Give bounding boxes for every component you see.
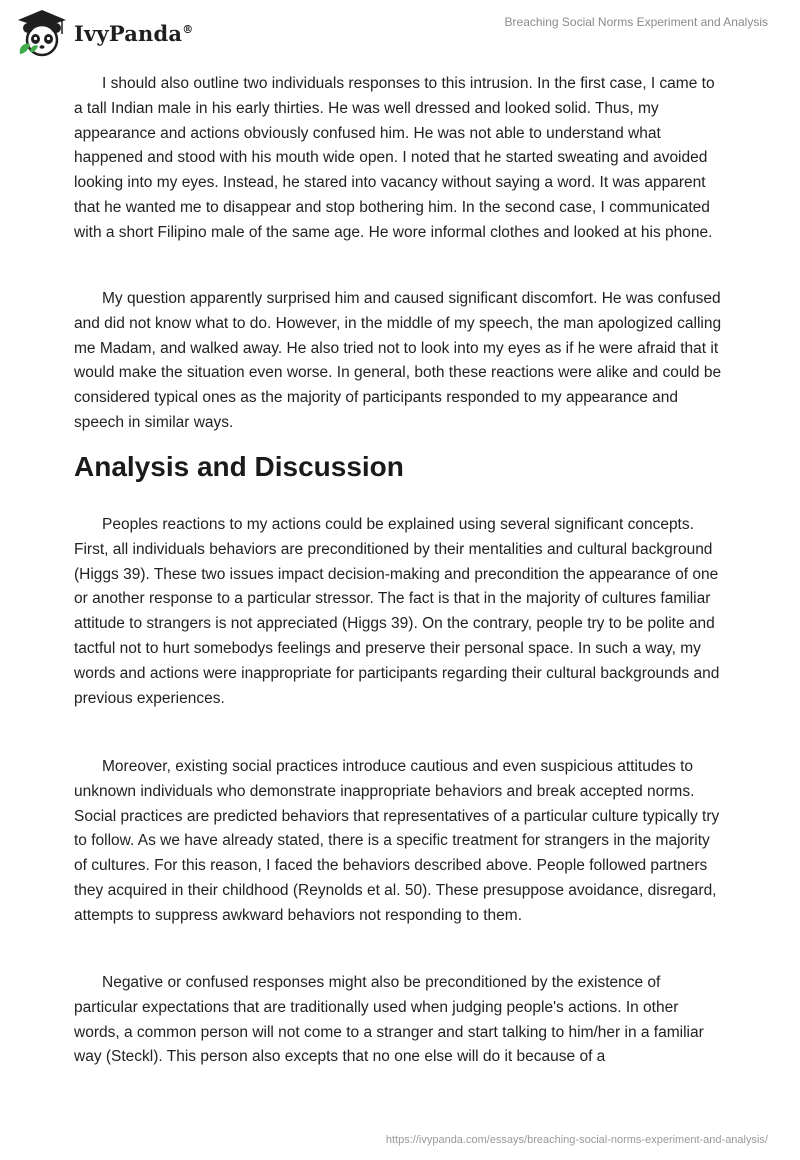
paragraph: Moreover, existing social practices introduce cautious and even suspicious attitudes to unknown individuals who demonstrate inappropriate behaviors and break accepted norms. Social practices are predicted behaviors that representatives of a particular culture typically try to follow. As we have already stated, there is a specific treatment for strangers in the majority of cultures. For this reason, I faced the behaviors described above. People followed partners they acquired in their childhood (Reynolds et al. 50). These presuppose avoidance, disregard, attempts to suppress awkward behaviors not responding to them. [74,758,720,924]
document-title: Breaching Social Norms Experiment and Analysis [504,15,768,29]
paragraph: My question apparently surprised him and caused significant discomfort. He was confused and did not know what to do. However, in the middle of my speech, the man apologized calling me Madam, and walked away. He also tried not to look into my eyes as if he were afraid that it would make the situation even worse. In general, both these reactions were alike and could be considered typical ones as the majority of participants responded to my appearance and speech in similar ways. [74,290,722,431]
page-header [0,0,800,70]
paragraph: Peoples reactions to my actions could be explained using several significant concepts. First, all individuals behaviors are preconditioned by their mentalities and cultural background (Higgs 39). These two issues impact decision-making and precondition the appearance of one or another response to a particular stressor. The fact is that in the majority of cultures familiar attitude to strangers is not appreciated (Higgs 39). On the contrary, people try to be polite and tactful not to hurt somebodys feelings and preserve their personal space. In such a way, my words and actions were inappropriate for participants regarding their cultural backgrounds and previous experiences. [74,516,720,707]
brand-name: IvyPanda® [74,20,194,46]
brand-logo[interactable] [14,8,193,58]
paragraph: I should also outline two individuals responses to this intrusion. In the first case, I came to a tall Indian male in his early thirties. He was well dressed and looked solid. Thus, my appearance and actions obviously confused him. He was not able to understand what happened and stood with his mouth wide open. I noted that he started sweating and avoided looking into my eyes. Instead, he stared into vacancy without saying a word. It was apparent that he wanted me to disappear and stop bothering him. In the second case, I communicated with a short Filipino male of the same age. He wore informal clothes and looked at his phone. [74,75,715,241]
source-url[interactable]: https://ivypanda.com/essays/breaching-social-norms-experiment-and-analysis/ [385,1134,768,1146]
paragraph: Negative or confused responses might also be preconditioned by the existence of particular expectations that are traditionally used when judging people's actions. In other words, a common person will not come to a stranger and start talking to him/her in a familiar way (Steckl). This person also excepts that no one else will do it because of a [74,974,704,1066]
panda-graduate-icon [14,8,70,58]
section-heading: Analysis and Discussion [74,451,404,482]
